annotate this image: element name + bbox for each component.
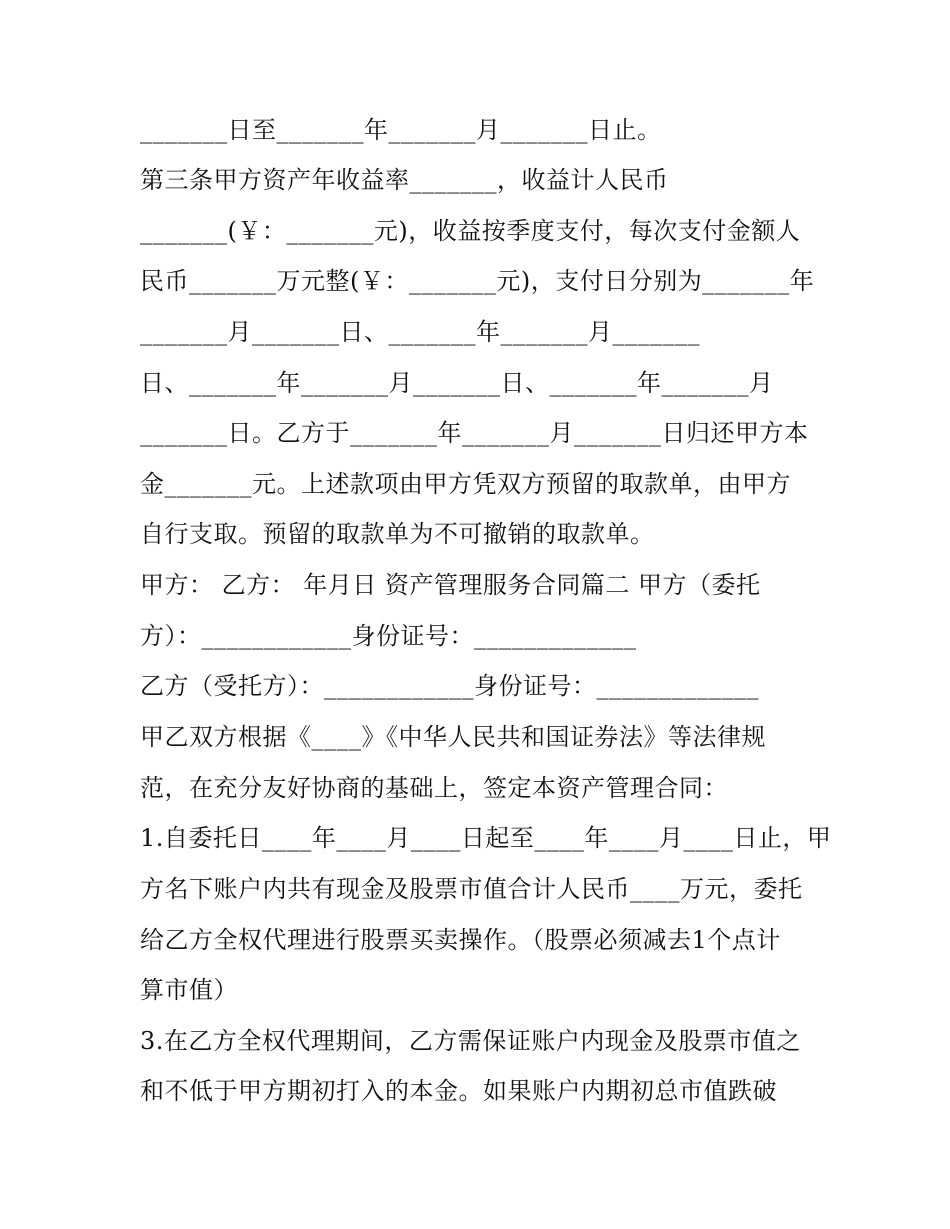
text-line-9: 自行支取。预留的取款单为不可撤销的取款单。 xyxy=(140,520,655,548)
text-line-14: 范，在充分友好协商的基础上，签定本资产管理合同： xyxy=(140,774,728,802)
text-line-20: 和不低于甲方期初打入的本金。如果账户内期初总市值跌破 xyxy=(140,1077,777,1105)
text-line-11: 方）：____________身份证号：_____________ xyxy=(140,622,637,650)
text-line-10: 甲方： 乙方： 年月日 资产管理服务合同篇二 甲方（委托 xyxy=(140,571,761,599)
text-line-1: _______日至_______年_______月_______日止。 xyxy=(140,116,662,144)
text-line-7: _______日。乙方于_______年_______月_______日归还甲方本 xyxy=(140,419,809,447)
text-line-4: 民币_______万元整(￥：_______元)，支付日分别为_______年 xyxy=(140,267,815,295)
text-line-19: 3.在乙方全权代理期间，乙方需保证账户内现金及股票市值之 xyxy=(140,1027,801,1055)
text-line-13: 甲乙双方根据《____》《中华人民共和国证券法》等法律规 xyxy=(140,723,766,751)
text-line-15: 1.自委托日____年____月____日起至____年____月____日止，甲 xyxy=(140,824,832,852)
text-line-16: 方名下账户内共有现金及股票市值合计人民币____万元，委托 xyxy=(140,875,803,903)
text-line-18: 算市值） xyxy=(140,976,238,1004)
text-line-2: 第三条甲方资产年收益率_______，收益计人民币 xyxy=(140,166,669,194)
text-line-5: _______月_______日、_______年_______月_______ xyxy=(140,318,700,346)
text-line-8: 金_______元。上述款项由甲方凭双方预留的取款单，由甲方 xyxy=(140,470,791,498)
text-line-17: 给乙方全权代理进行股票买卖操作。（股票必须减去1个点计 xyxy=(140,926,781,954)
text-line-3: _______(￥：_______元)，收益按季度支付，每次支付金额人 xyxy=(140,217,801,245)
text-line-12: 乙方（受托方）：____________身份证号：_____________ xyxy=(140,672,759,700)
text-line-6: 日、_______年_______月_______日、_______年_______月 xyxy=(140,369,774,397)
